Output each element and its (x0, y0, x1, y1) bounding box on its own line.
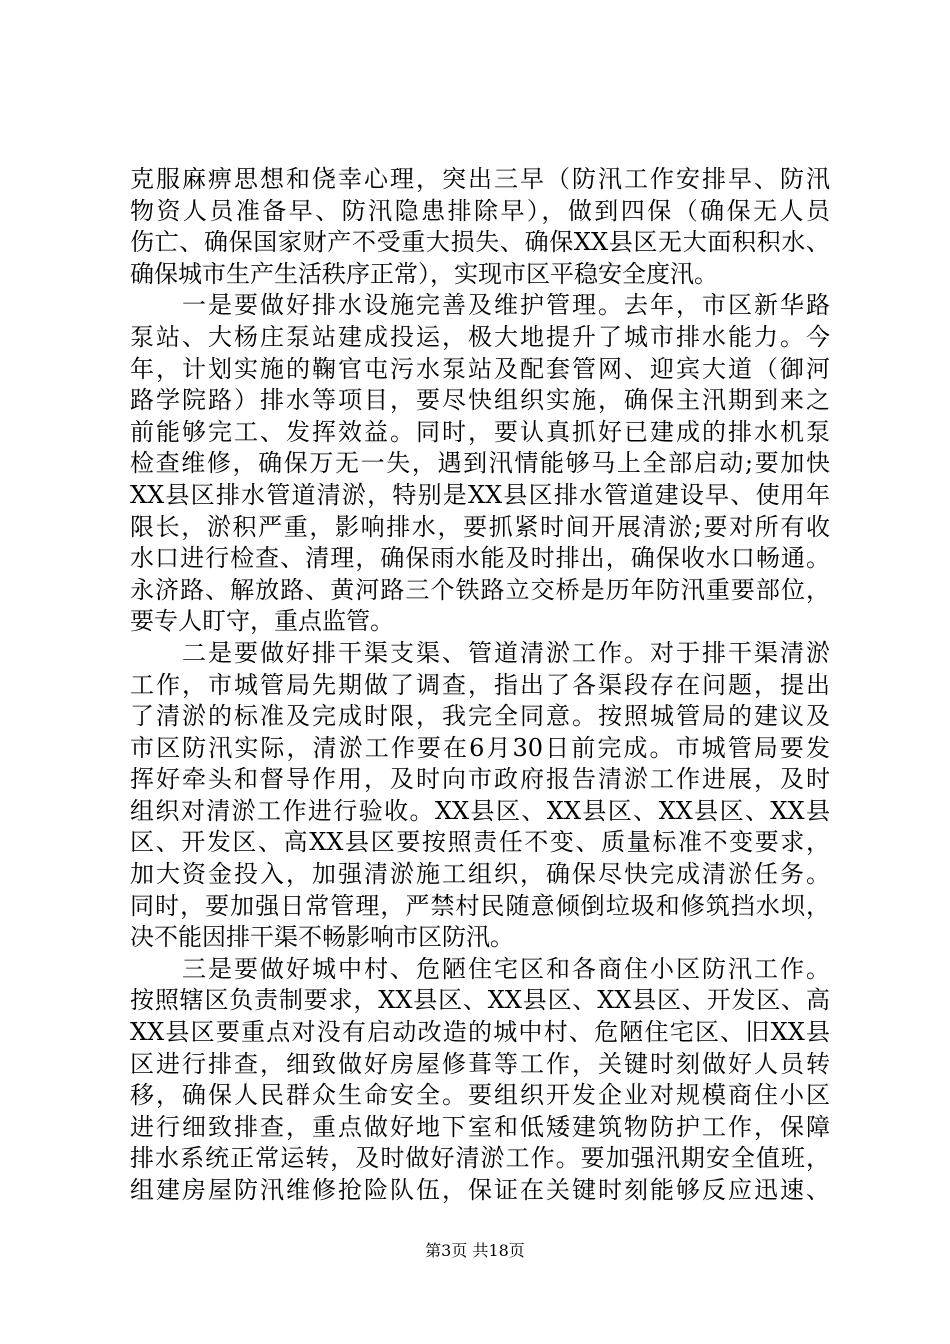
text-line: 水口进行检查、清理，确保雨水能及时排出，确保收水口畅通。 (130, 544, 830, 573)
text-line: 年，计划实施的鞠官屯污水泵站及配套管网、迎宾大道（御河 (130, 354, 830, 383)
text-line: 移，确保人民群众生命安全。要组织开发企业对规模商住小区 (130, 1081, 830, 1110)
text-line: 加大资金投入，加强清淤施工组织，确保尽快完成清淤任务。 (130, 860, 830, 889)
text-line: 伤亡、确保国家财产不受重大损失、确保XX县区无大面积积水、 (130, 228, 830, 257)
text-line: 确保城市生产生活秩序正常），实现市区平稳安全度汛。 (130, 259, 718, 288)
text-line: 市区防汛实际，清淤工作要在6月30日前完成。市城管局要发 (130, 733, 830, 762)
text-line: 检查维修，确保万无一失，遇到汛情能够马上全部启动;要加快 (130, 449, 830, 478)
text-line: 组织对清淤工作进行验收。XX县区、XX县区、XX县区、XX县 (130, 796, 830, 825)
text-line: 工作，市城管局先期做了调查，指出了各渠段存在问题，提出 (130, 670, 830, 699)
text-line: 二是要做好排干渠支渠、管道清淤工作。对于排干渠清淤 (130, 638, 830, 667)
text-line: 了清淤的标准及完成时限，我完全同意。按照城管局的建议及 (130, 702, 830, 731)
text-line: 组建房屋防汛维修抢险队伍，保证在关键时刻能够反应迅速、 (130, 1176, 830, 1204)
text-line: 挥好牵头和督导作用，及时向市政府报告清淤工作进展，及时 (130, 765, 830, 794)
text-line: 泵站、大杨庄泵站建成投运，极大地提升了城市排水能力。今 (130, 322, 830, 351)
page-footer: 第3页 共18页 (425, 1241, 525, 1260)
text-line: 永济路、解放路、黄河路三个铁路立交桥是历年防汛重要部位， (130, 575, 830, 604)
text-line: 排水系统正常运转，及时做好清淤工作。要加强汛期安全值班， (130, 1144, 830, 1173)
text-line: 克服麻痹思想和侥幸心理，突出三早（防汛工作安排早、防汛 (130, 165, 830, 193)
text-line: 一是要做好排水设施完善及维护管理。去年，市区新华路 (130, 291, 830, 320)
text-line: XX县区要重点对没有启动改造的城中村、危陋住宅区、旧XX县 (130, 1018, 830, 1047)
text-line: 进行细致排查，重点做好地下室和低矮建筑物防护工作，保障 (130, 1112, 830, 1141)
text-line: 区进行排查，细致做好房屋修葺等工作，关键时刻做好人员转 (130, 1049, 830, 1078)
text-line: 决不能因排干渠不畅影响市区防汛。 (130, 923, 514, 952)
text-line: 区、开发区、高XX县区要按照责任不变、质量标准不变要求， (130, 828, 830, 857)
text-line: 三是要做好城中村、危陋住宅区和各商住小区防汛工作。 (130, 954, 830, 983)
text-line: 前能够完工、发挥效益。同时，要认真抓好已建成的排水机泵 (130, 417, 830, 446)
document-body (130, 164, 830, 1207)
text-line: 要专人盯守，重点监管。 (130, 607, 394, 636)
text-line: 同时，要加强日常管理，严禁村民随意倾倒垃圾和修筑挡水坝， (130, 891, 830, 920)
text-line: 路学院路）排水等项目，要尽快组织实施，确保主汛期到来之 (130, 386, 830, 415)
text-line: 物资人员准备早、防汛隐患排除早），做到四保（确保无人员 (130, 196, 830, 225)
text-line: 按照辖区负责制要求，XX县区、XX县区、XX县区、开发区、高 (130, 986, 830, 1015)
text-line: 限长，淤积严重，影响排水，要抓紧时间开展清淤;要对所有收 (130, 512, 830, 541)
text-line: XX县区排水管道清淤，特别是XX县区排水管道建设早、使用年 (130, 480, 830, 509)
